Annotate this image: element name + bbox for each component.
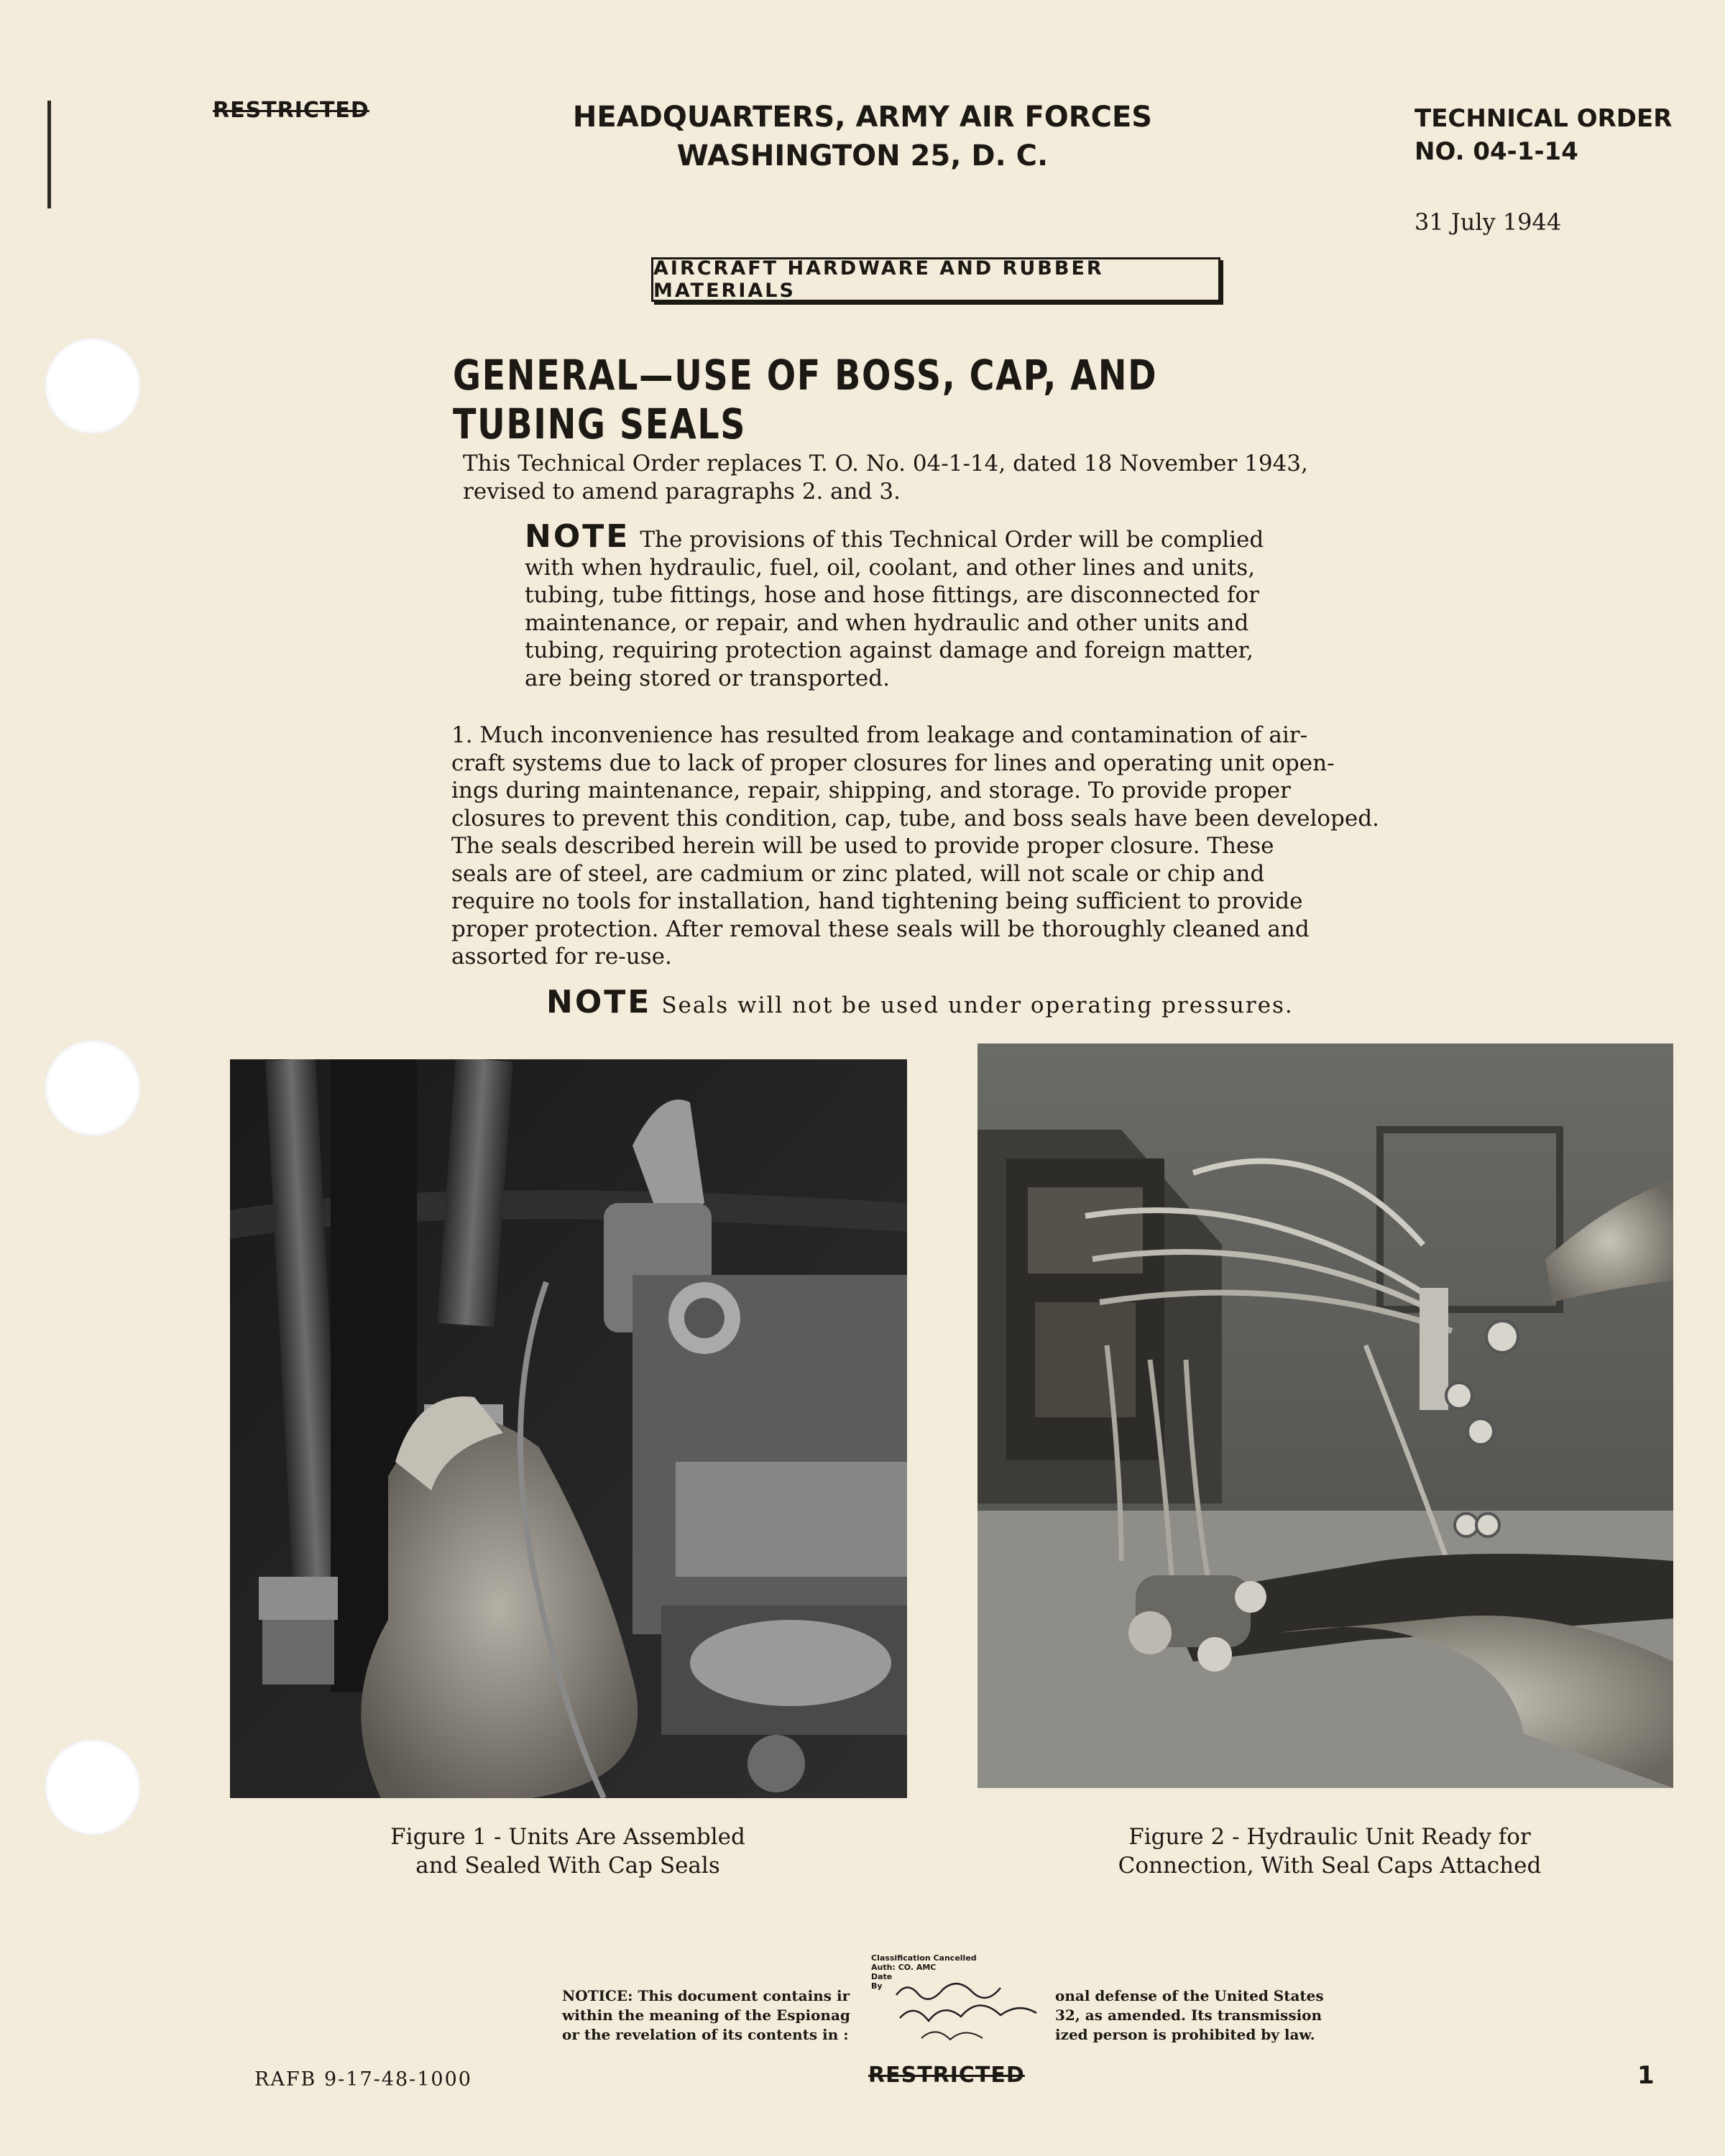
note-1-line-0: The provisions of this Technical Order will be complied xyxy=(640,527,1264,553)
intro-line-1: This Technical Order replaces T. O. No. 04-1-14, dated 18 November 1943, xyxy=(463,451,1308,476)
stamp-line-2: Auth: CO. AMC xyxy=(871,1963,937,1972)
hq-line-1: HEADQUARTERS, ARMY AIR FORCES xyxy=(572,101,1153,134)
restricted-label-bottom: RESTRICTED xyxy=(868,2063,1025,2088)
note-2-label: NOTE xyxy=(546,984,652,1021)
notice-left-line-1: NOTICE: This document contains ir xyxy=(562,1987,850,2004)
note-1-line-2: tubing, tube fittings, hose and hose fittings, are disconnected for xyxy=(525,582,1259,608)
print-code: RAFB 9-17-48-1000 xyxy=(254,2068,472,2091)
figure-1-photo xyxy=(230,1059,907,1798)
note-1-line-4: tubing, requiring protection against damage and foreign matter, xyxy=(525,637,1254,663)
note-2 xyxy=(546,984,1409,1021)
stamp-line-1: Classification Cancelled xyxy=(871,1953,977,1963)
notice-right-line-3: ized person is prohibited by law. xyxy=(1055,2026,1315,2043)
page-title: GENERAL—USE OF BOSS, CAP, AND TUBING SEALS xyxy=(453,351,1158,448)
to-line-1: TECHNICAL ORDER xyxy=(1414,104,1673,133)
figure-1-caption-line-1: Figure 1 - Units Are Assembled xyxy=(390,1824,745,1850)
declassification-stamp xyxy=(871,1953,1044,2054)
to-line-2: NO. 04-1-14 xyxy=(1414,137,1578,166)
figure-2-caption xyxy=(1028,1823,1632,1880)
paragraph-1 xyxy=(451,722,1426,971)
paragraph-1-line-3: closures to prevent this condition, cap, tube, and boss seals have been developed. xyxy=(451,805,1379,831)
note-1 xyxy=(525,518,1358,692)
notice-right-line-2: 32, as amended. Its transmission xyxy=(1055,2007,1322,2024)
paragraph-1-line-1: craft systems due to lack of proper closures for lines and operating unit open- xyxy=(451,750,1335,776)
notice-left-line-3: or the revelation of its contents in : xyxy=(562,2026,849,2043)
note-2-text: Seals will not be used under operating pressures. xyxy=(661,992,1294,1018)
stamp-line-4: By xyxy=(871,1981,883,1991)
binder-hole-middle xyxy=(45,1040,141,1136)
paragraph-1-line-8: assorted for re-use. xyxy=(451,944,672,969)
figure-2-caption-line-2: Connection, With Seal Caps Attached xyxy=(1118,1853,1542,1879)
notice-left-line-2: within the meaning of the Espionag xyxy=(562,2007,850,2024)
issuing-authority xyxy=(539,98,1186,175)
figure-1-caption xyxy=(288,1823,848,1880)
intro-paragraph xyxy=(463,450,1419,505)
page-number: 1 xyxy=(1637,2061,1655,2090)
note-1-line-3: maintenance, or repair, and when hydraulic and other units and xyxy=(525,609,1249,636)
figure-1-caption-line-2: and Sealed With Cap Seals xyxy=(415,1853,720,1879)
paragraph-1-line-7: proper protection. After removal these seals will be thoroughly cleaned and xyxy=(451,916,1310,942)
intro-line-2: revised to amend paragraphs 2. and 3. xyxy=(463,478,901,505)
subject-box xyxy=(651,257,1220,302)
binder-hole-bottom xyxy=(45,1739,141,1835)
hq-line-2: WASHINGTON 25, D. C. xyxy=(676,139,1049,172)
notice-right-line-1: onal defense of the United States xyxy=(1055,1987,1324,2004)
subject-label: AIRCRAFT HARDWARE AND RUBBER MATERIALS xyxy=(653,257,1104,302)
paragraph-1-line-0: 1. Much inconvenience has resulted from leakage and contamination of air- xyxy=(451,722,1308,748)
restricted-label-top: RESTRICTED xyxy=(213,98,369,123)
technical-order-number xyxy=(1414,102,1672,168)
paragraph-1-line-6: require no tools for installation, hand tightening being sufficient to provide xyxy=(451,888,1303,914)
figure-2-photo xyxy=(978,1044,1673,1788)
stamp-line-3: Date xyxy=(871,1972,893,1981)
figure-2-caption-line-1: Figure 2 - Hydraulic Unit Ready for xyxy=(1128,1824,1531,1850)
note-1-line-1: with when hydraulic, fuel, oil, coolant, and other lines and units, xyxy=(525,554,1256,581)
notice-right xyxy=(1055,1986,1324,2045)
handwritten-signature xyxy=(893,1973,1044,2053)
paragraph-1-line-2: ings during maintenance, repair, shipping, and storage. To provide proper xyxy=(451,778,1291,803)
margin-mark xyxy=(47,101,51,208)
binder-hole-top xyxy=(45,338,141,434)
notice-left xyxy=(562,1986,850,2045)
note-1-line-5: are being stored or transported. xyxy=(525,665,890,691)
paragraph-1-line-4: The seals described herein will be used to provide proper closure. These xyxy=(451,833,1274,859)
issue-date: 31 July 1944 xyxy=(1414,208,1562,236)
paragraph-1-line-5: seals are of steel, are cadmium or zinc plated, will not scale or chip and xyxy=(451,860,1265,887)
note-1-label: NOTE xyxy=(525,518,630,555)
